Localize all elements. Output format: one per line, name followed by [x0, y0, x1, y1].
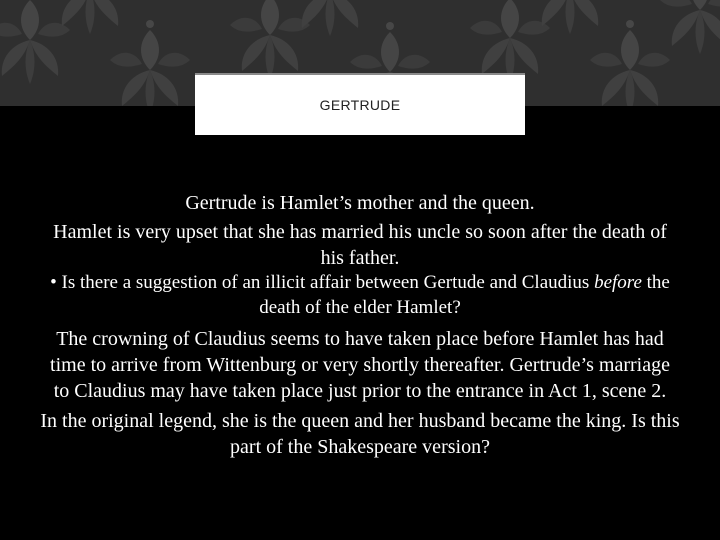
- paragraph-1: Gertrude is Hamlet’s mother and the queen.: [185, 192, 535, 214]
- bullet-icon: •: [50, 272, 57, 293]
- paragraph-3-after: the death of the elder Hamlet?: [259, 272, 670, 318]
- paragraph-3-before: Is there a suggestion of an illicit affair between Gertude and Claudius: [61, 272, 590, 293]
- slide-body: [40, 190, 680, 460]
- slide-title: GERTRUDE: [319, 97, 401, 113]
- title-box: [195, 73, 525, 135]
- paragraph-5: In the original legend, she is the queen and her husband became the king. Is this part of the Shakespeare version?: [40, 410, 680, 458]
- paragraph-3: [40, 270, 680, 320]
- paragraph-2: Hamlet is very upset that she has married his uncle so soon after the death of his father.: [53, 221, 667, 269]
- paragraph-3-italic: before: [594, 272, 642, 293]
- paragraph-4: The crowning of Claudius seems to have taken place before Hamlet has had time to arrive from Wittenburg or very shortly thereafter. Gertrude’s marriage to Claudius may have taken place just prior to the entrance in Act 1, scene 2.: [50, 328, 670, 402]
